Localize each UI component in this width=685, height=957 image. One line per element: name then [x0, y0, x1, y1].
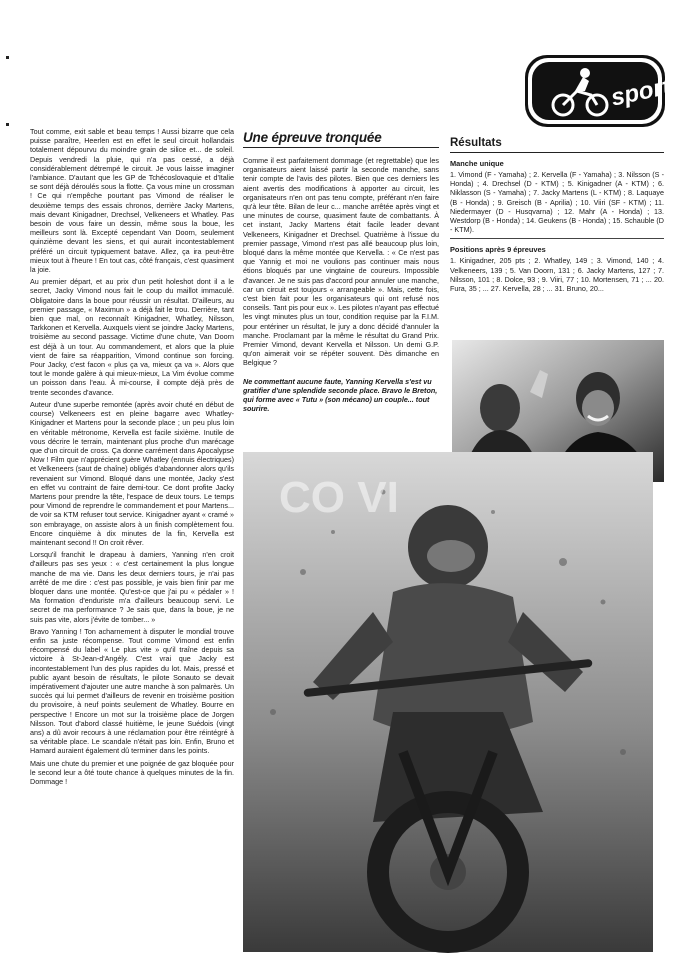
- results-divider: [450, 238, 664, 239]
- svg-text:sport: sport: [608, 72, 673, 112]
- motocross-main-photo: [243, 452, 653, 952]
- sport-logo: [525, 55, 673, 127]
- manche-heading: Manche unique: [450, 159, 504, 168]
- article-paragraph: Au premier départ, et au prix d'un petit holeshot dont il a le secret, Jacky Vimond nous fait le coup du maillot immaculé. Obligatoire dans la boue pour réussir un résultat. D'ailleurs, au premier passage, « Maximun » a déjà fait le trou. Derrière, tant bien que mal, on reconnaît Kinigadner, Whatley, Nilsson, Tarkkonen et Kervella. Auxquels vient se joindre Jacky Martens, troisième au second passage. Victime d'une chute, Van Doorn est déjà à un tour. Au commandement, et alors que la pluie vient de faire sa réapparition, Vimond continue son forcing. Pour Jacky, c'est facon « plus ça va, mieux ça va ». Alors que tout le monde galère à qui mieux-mieux, La Vim évolue comme un poisson dans l'eau. À mi-course, il compte déjà près de trente secondes d'avance.: [30, 277, 234, 397]
- motocross-logo-icon: [525, 55, 673, 127]
- article-paragraph: Lorsqu'il franchit le drapeau à damiers, Yanning n'en croit d'ailleurs pas ses yeux : « c'est certainement la plus longue manche de ma vie. Dans les deux derniers tours, je n'ai pas arrêté de me dire : c'est pas possible, je vais bien finir par me bloquer dans une montée. Qu'est-ce que j'ai pu « pédaler » ! Ma formation d'enduriste m'a d'ailleurs beaucoup servi. Le secret de ma performance ? Je sais que, dans la boue, je ne suis pas vite, alors j'évite de tomber... »: [30, 550, 234, 624]
- article-paragraph: Bravo Yanning ! Ton acharnement à disputer le mondial trouve enfin sa juste récompense. Tout comme Vimond est enfin récompensé du label « Le plus vite » qu'il traîne depuis sa victoire à St-Jean-d'Angély. C'est vrai que Jacky est incontestablement l'un des plus rapides du lot. Mais, pressé et public ayant besoin de résultats, le pilote Sonauto se devait impérativement d'ajouter une autre manche à son palmarès. Un succès qui lui permet d'ailleurs de revenir en troisième position du provisoire, à neuf points seulement de Whatley. Bourre en perspective ! Encore un mot sur la troisième place de Jorgen Nilsson. Tout d'abord classé huitième, le jeune Suédois (vingt ans) a dû avoir recours à une réclamation pour être réintégré à sa véritable place. Le scandale n'était pas loin. Enfin, Bruno et Hamard auraient également dû terminer dans les points.: [30, 626, 234, 756]
- article-center-body: Comme il est parfaitement dommage (et regrettable) que les organisateurs aient laissé partir la seconde manche, sans tenir compte de l'avis des pilotes. Bien que ces derniers les aient avertis des modifications à apporter au circuit, les organisateurs n'en ont pas tenu compte, préférant n'en faire qu'à leur tête. Bilan de leur c... manche arrêtée après vingt et une minutes de course, quasiment faute de combattants. À cet instant, Jacky Martens était facile leader devant Velkeneers, Kinigadner et Drechsel. Quatrième à l'issue du premier passage, Vimond n'est pas allé beaucoup plus loin, bloqué dans la même montée que Kervella. : « Ce n'est pas que Yannig et moi ne voulions pas continuer mais nous étions bloqués par une vingtaine de coureurs. Impossible d'avancer. Je ne suis pas d'accord pour annuler une manche, car un circuit est toujours « arrangeable ». Mais, cette fois, c'est bien fait pour les organisateurs qui ont refusé nos conseils. Tant pis pour eux ». Les pilotes n'ayant pas effectué les vingt minutes plus un tour, condition requise par la F.I.M. pour entériner un résultat, le jury a donc décidé d'annuler la manche. Proclamant par la même le résultat du Grand Prix. Premier Vimond, devant Kervella et Nilsson. Un demi G.P. qu'on aimerait voir se répéter souvent. Dès dimanche en Belgique ?: [243, 156, 439, 368]
- positions-results: 1. Kinigadner, 205 pts ; 2. Whatley, 149 ; 3. Vimond, 140 ; 4. Velkeneers, 139 ; 5. Van Doorn, 131 ; 6. Jacky Martens, 127 ; 7. Nilsson, 101 ; 8. Dolce, 93 ; 9. Viiri, 77 ; 10. Mortensen, 71 ; ... 20. Fura, 35 ; ... 27. Kervella, 28 ; ... 31. Bruno, 20...: [450, 256, 664, 294]
- article-left-column: [30, 127, 234, 789]
- positions-heading: Positions après 9 épreuves: [450, 245, 546, 255]
- article-paragraph: Tout comme, exit sable et beau temps ! Aussi bizarre que cela puisse paraître, Heerlen est en effet le seul circuit hollandais totalement dépourvu du moindre grain de silice et... de soleil. Depuis vendredi la pluie, qui n'a pas cessé, a déjà considérablement détrempé le circuit. Je vous laisse imaginer l'ambiance. D'autant que les GP de Tchécoslovaquie et d'Italie se sont déjà déroulés sous la flotte. Ça vous mine un crossman ! Ce qui n'empêche pourtant pas Vimond de réaliser le deuxième temps des essais chronos, derrière Jacky Martens, mais devant Kinigadner, Drechsel, Velkeneers et Whatley. Pas besoin de vous faire un dessin, même sous la boue, les meilleurs sont là. Excepté cependant Van Doorn, seulement quinzième devant les siens, et qui aurait incontestablement préféré un circuit typiquement batave. Allez, ça ira peut-être mieux tout à l'heure ! En tout cas, côté français, c'est quasiment la joie.: [30, 127, 234, 275]
- photo-caption: Ne commettant aucune faute, Yanning Kervella s'est vu gratifier d'une splendide seconde place. Bravo le Breton, qui forme avec « Tutu » (son mécano) un couple... tout sourire.: [243, 376, 438, 414]
- margin-dot: [6, 123, 9, 126]
- motocross-photo-image: [243, 452, 653, 952]
- manche-results: 1. Vimond (F - Yamaha) ; 2. Kervella (F - Yamaha) ; 3. Nilsson (S - Honda) ; 4. Drechsel (D - KTM) ; 5. Kinigadner (A - KTM) ; 6. Niklasson (S - Yamaha) ; 7. Jacky Martens (L - KTM) ; 8. Laquaye (B - Honda) ; 9. Greisch (B - Aprilia) ; 10. Viiri (SF - KTM) ; 11. Niedermayer (D - Husqvarna) ; 12. Mahr (A - Honda) ; 13. Westdorp (B - Honda) ; 14. Geukens (B - Honda) ; 15. Schauble (D - KTM).: [450, 170, 664, 235]
- article-paragraph: Mais une chute du premier et une poignée de gaz bloquée pour le second leur a ôté toute chance à quelques minutes de la fin. Dommage !: [30, 758, 234, 787]
- watermark-overlay: CO VI: [279, 473, 399, 522]
- results-box: [450, 137, 664, 293]
- article-paragraph: Auteur d'une superbe remontée (après avoir chuté en début de course) Velkeneers est en pleine bagarre avec Whatley-Kinigadner et Martens pour la seconde place ; un peu plus loin en véritable métronome, Kervella est facile sixième. Inutile de vous décrire le terrain, maintenant plus proche d'un marécage que d'un circuit de cross. Ça donne carrément dans Apocalypse Now ! Film que n'apprécient guère Whatley (ennuis électriques) et Velkeneers (saut de chaîne) obligés d'abandonner alors qu'ils revenaient sur Vimond. Bloqué dans une montée, Jacky s'est en effet vu contraint de faire demi-tour. Ce dont profite Jacky Martens pour prendre la tête, l'espace de deux tours. Le temps pour Vimond de reprendre le commandement et pour Martens... de voir sa KTM refuser tout service. Kinigadner ayant « cramé » son embrayage, on assiste alors à un finish complètement fou. Encore cinquième à dix minutes de la fin, Kervella est maintenant second !! On croit rêver.: [30, 399, 234, 547]
- results-title: Résultats: [450, 137, 664, 153]
- article-headline: Une épreuve tronquée: [243, 130, 439, 148]
- margin-dot: [6, 56, 9, 59]
- article-center-column: [243, 130, 439, 413]
